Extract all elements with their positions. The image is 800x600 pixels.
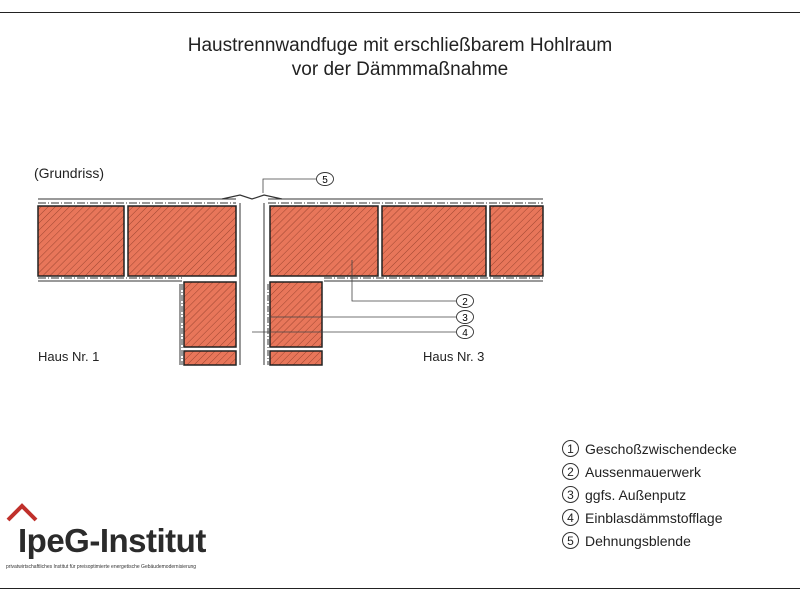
logo-wordmark: IpeG-Institut	[18, 522, 206, 559]
legend-label: Aussenmauerwerk	[585, 463, 701, 480]
legend	[562, 437, 737, 552]
legend-item	[562, 460, 737, 483]
legend-item	[562, 483, 737, 506]
bricks-house-1	[38, 206, 236, 365]
view-label: (Grundriss)	[34, 165, 105, 181]
legend-number: 5	[562, 532, 579, 549]
logo-subtitle: privatwirtschaftliches Institut für preisoptimierte energetische Gebäudemodernisierung	[6, 564, 197, 570]
legend-label: ggfs. Außenputz	[585, 486, 687, 503]
callout-3-label: 3	[462, 313, 468, 324]
callout-5-label: 5	[322, 175, 328, 186]
bricks-house-3	[270, 206, 543, 365]
callout-2-label: 2	[462, 297, 468, 308]
legend-number: 1	[562, 440, 579, 457]
title-line-2: vor der Dämmmaßnahme	[291, 59, 509, 80]
title-line-1: Haustrennwandfuge mit erschließbarem Hohlraum	[187, 35, 613, 56]
house-label-left: Haus Nr. 1	[38, 349, 100, 364]
legend-number: 2	[562, 463, 579, 480]
legend-number: 3	[562, 486, 579, 503]
legend-number: 4	[562, 509, 579, 526]
legend-label: Dehnungsblende	[585, 532, 691, 549]
callout-2	[457, 295, 474, 309]
legend-item	[562, 437, 737, 460]
house-label-right: Haus Nr. 3	[423, 349, 485, 364]
legend-item	[562, 506, 737, 529]
callout-4	[457, 326, 474, 340]
legend-label: Einblasdämmstofflage	[585, 509, 723, 526]
expansion-cover	[222, 195, 282, 199]
legend-label: Geschoßzwischendecke	[585, 440, 737, 457]
callout-3	[457, 311, 474, 325]
callout-4-label: 4	[462, 328, 468, 339]
callout-5	[317, 173, 334, 187]
legend-item	[562, 529, 737, 552]
